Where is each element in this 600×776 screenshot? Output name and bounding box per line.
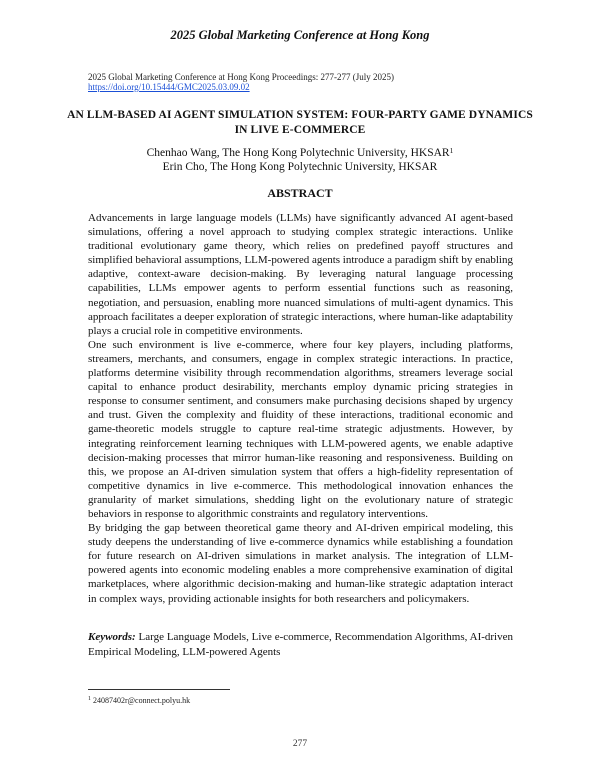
conference-header: 2025 Global Marketing Conference at Hong Kong bbox=[170, 28, 430, 42]
author-list bbox=[0, 146, 600, 174]
doi-link[interactable]: https://doi.org/10.15444/GMC2025.03.09.02 bbox=[88, 82, 250, 92]
footnote-mark: 1 bbox=[88, 696, 91, 702]
paper-title: AN LLM-BASED AI AGENT SIMULATION SYSTEM: FOUR-PARTY GAME DYNAMICS IN LIVE E-COMMERCE bbox=[67, 109, 533, 136]
footnote-divider bbox=[88, 689, 230, 690]
author-2: Erin Cho, The Hong Kong Polytechnic University, HKSAR bbox=[162, 161, 438, 173]
author-line-1 bbox=[0, 146, 600, 160]
proceedings-line: 2025 Global Marketing Conference at Hong Kong Proceedings: 277-277 (July 2025) bbox=[88, 72, 394, 82]
keywords-text: Large Language Models, Live e-commerce, Recommendation Algorithms, AI-driven Empirical Modeling, LLM-powered Agents bbox=[88, 631, 513, 658]
footnote bbox=[88, 696, 190, 705]
footnote-email: 24087402r@connect.polyu.hk bbox=[91, 696, 191, 705]
keywords-label: Keywords: bbox=[88, 631, 136, 643]
author-1-footnote-mark: 1 bbox=[449, 146, 454, 155]
abstract-paragraph-3: By bridging the gap between theoretical game theory and AI-driven empirical modeling, this study deepens the understanding of live e-commerce dynamics while establishing a foundation for future research on AI-driven simulations in market analysis. The integration of LLM-powered agents into economic modeling enables a more comprehensive examination of digital marketplaces, where algorithmic decision-making and human-like strategic adaptation interact in complex ways, providing actionable insights for both researchers and policymakers. bbox=[88, 522, 513, 605]
author-1: Chenhao Wang, The Hong Kong Polytechnic University, HKSAR bbox=[146, 147, 450, 159]
abstract-heading: ABSTRACT bbox=[267, 186, 333, 200]
page-number: 277 bbox=[292, 739, 308, 749]
keywords bbox=[88, 630, 513, 659]
abstract-body bbox=[88, 211, 513, 606]
author-line-2 bbox=[0, 160, 600, 174]
abstract-paragraph-1: Advancements in large language models (LLMs) have significantly advanced AI agent-based simulations, offering a novel approach to studying complex strategic interactions. Unlike traditional evolutionary game theory, which relies on predefined payoff structures and simplified behavioral assumptions, LLM-powered agents introduce a paradigm shift by enabling adaptive, context-aware decision-making. By leveraging natural language processing capabilities, LLMs empower agents to perform essential functions such as reasoning, negotiation, and persuasion, enabling more nuanced simulations of multi-agent dynamics. This approach facilitates a deeper exploration of strategic interactions, where human-like adaptability plays a crucial role in competitive environments. bbox=[88, 212, 513, 337]
abstract-paragraph-2: One such environment is live e-commerce, where four key players, including platforms, streamers, merchants, and consumers, engage in complex strategic interactions. In practice, platforms determine visibility through recommendation algorithms, streamers leverage social capital to enhance product desirability, merchants employ dynamic pricing strategies in response to consumer sentiment, and consumers make purchasing decisions shaped by urgency and trust. Given the complexity and fluidity of these interactions, traditional economic and game-theoretic models struggle to capture real-time strategic adjustments. However, by integrating reinforcement learning techniques with LLM-powered agents, we enable adaptive decision-making processes that mirror human-like reasoning and responsiveness. Building on this, we propose an AI-driven simulation system that offers a high-fidelity representation of competitive dynamics in live e-commerce. This methodological innovation enhances the granularity of market simulations, shedding light on the evolutionary nature of strategic behaviors in response to algorithmic constraints and regulatory interventions. bbox=[88, 338, 513, 520]
